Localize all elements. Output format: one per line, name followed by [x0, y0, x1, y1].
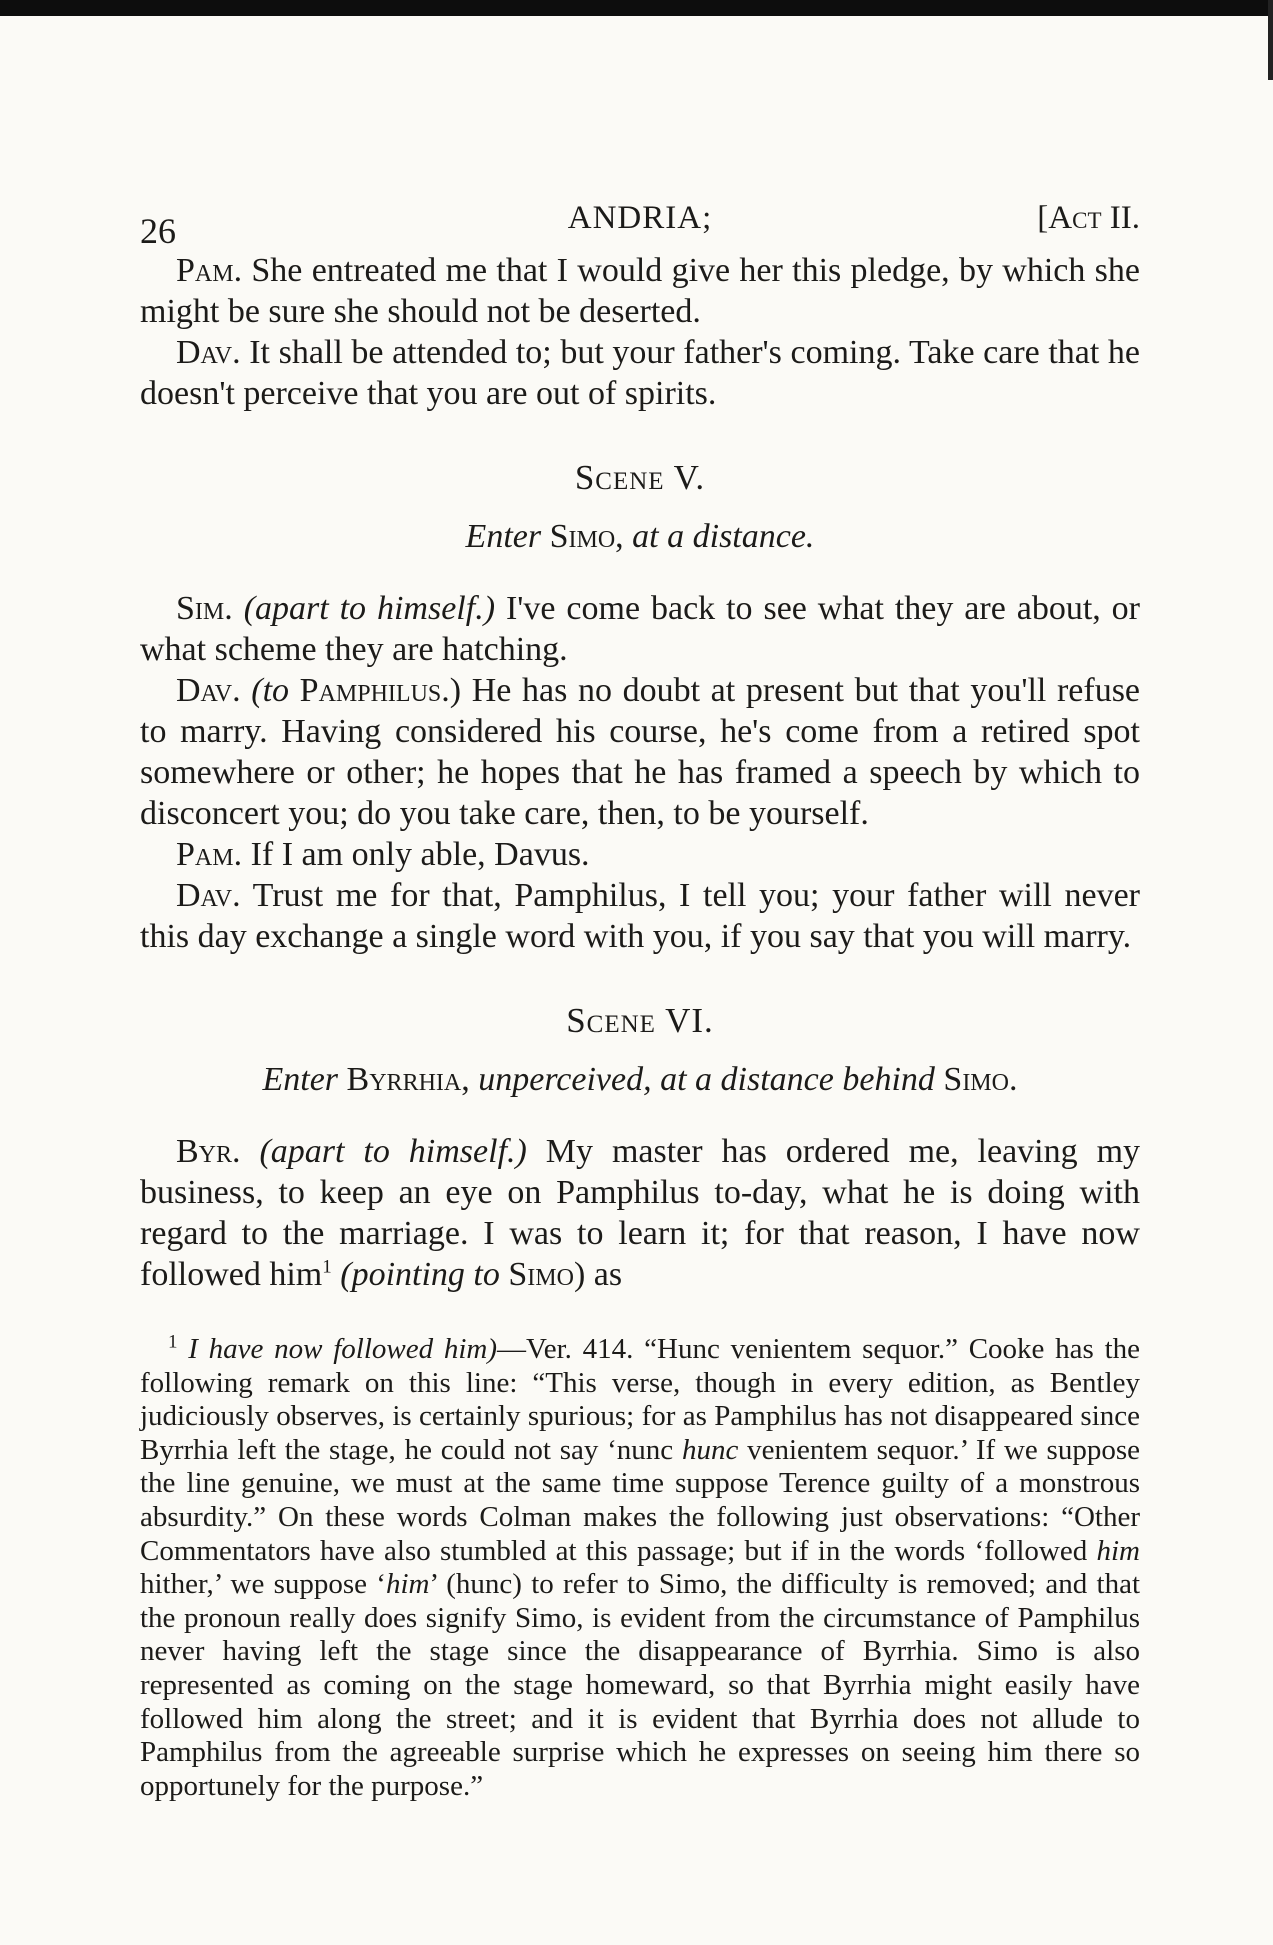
direction-character: Simo, [541, 518, 633, 555]
speech-text: If I am only able, Davus. [242, 836, 590, 873]
speech-text: She entreated me that I would give her this pledge, by which she might be sure she should not be deserted. [140, 252, 1140, 330]
direction-enter: Enter [262, 1061, 339, 1098]
page-title: ANDRIA; [567, 200, 713, 236]
footnote-label: I have now followed him) [177, 1333, 498, 1365]
footnotes [140, 1333, 1140, 1803]
aside-direction: (apart to himself.) [259, 1133, 527, 1170]
book-page [140, 200, 1140, 1803]
stage-direction-6 [140, 1061, 1140, 1099]
scan-right-edge [1268, 0, 1273, 80]
speaker-label: Sim. [176, 590, 233, 627]
speech-dav-2 [140, 670, 1140, 834]
scene-heading-6: Scene VI. [566, 1001, 714, 1040]
speech-text: He has no doubt at present but that you'll refuse to marry. Having considered his course, he's come from a retired spot somewhere or other; he hopes that he has framed a speech by which to disconcert you; do you take care, then, to be yourself. [140, 672, 1141, 832]
speech-byr-1 [140, 1131, 1140, 1295]
footnote-emphasis-2: him [1096, 1534, 1140, 1567]
footnote-emphasis: hunc [681, 1433, 739, 1466]
direction-text: unperceived, at a distance behind [478, 1061, 935, 1098]
footnote-text-2: venientem sequor.’ If we suppose the line genuine, we must at the same time suppose Terence guilty of a monstrous absurdity.” On these words Colman makes the following just observations: “Other Commentators have also stumbled at this passage; but if in the words ‘followed [140, 1433, 1140, 1567]
aside-close: ) [449, 672, 462, 709]
speech-pam-2 [140, 834, 1140, 875]
direction-enter: Enter [465, 518, 542, 555]
footnote-text-4: ’ (hunc) to refer to Simo, the difficulty is removed; and that the pronoun really does signify Simo, is evident from the circumstance of Pamphilus never having left the stage since the disappearance of Byrrhia. Simo is also represented as coming on the stage homeward, so that Byrrhia might easily have followed him along the street; and it is evident that Byrrhia does not allude to Pamphilus from the agreeable surprise which he expresses on seeing him there so opportunely for the purpose.” [140, 1568, 1140, 1802]
speaker-label: Byr. [176, 1133, 241, 1170]
speech-text: My master has ordered me, leaving my business, to keep an eye on Pamphilus to-day, what he is doing with regard to the marriage. I was to learn it; for that reason, I have now followed him [140, 1133, 1141, 1293]
direction-character-2: Simo. [934, 1061, 1018, 1098]
footnote-emphasis-3: him [385, 1568, 430, 1601]
running-head [140, 200, 1140, 250]
speech-dav-1 [140, 332, 1140, 414]
stage-direction-5 [140, 518, 1140, 556]
speaker-label: Dav. [176, 334, 241, 371]
aside-direction: (apart to himself.) [243, 590, 496, 627]
footnote-marker: 1 [322, 1256, 332, 1278]
speech-text: Trust me for that, Pamphilus, I tell you; your father will never this day exchange a single word with you, if you say that you will marry. [140, 877, 1140, 955]
act-label: [Act II. [1037, 200, 1140, 236]
speaker-label: Pam. [176, 252, 243, 289]
speech-sim-1 [140, 588, 1140, 670]
speaker-label: Dav. [176, 877, 241, 914]
footnote-text-3: hither,’ we suppose ‘ [140, 1568, 386, 1601]
scene-heading-5: Scene V. [574, 458, 706, 497]
speech-text: I've come back to see what they are about, or what scheme they are hatching. [140, 590, 1141, 668]
footnote-1 [140, 1333, 1140, 1803]
scan-top-edge [0, 0, 1273, 16]
speech-pam-1 [140, 250, 1140, 332]
aside-direction: (to [251, 672, 290, 709]
speech-text-end: ) as [573, 1256, 623, 1293]
aside-character: Simo [499, 1256, 574, 1293]
speaker-label: Dav. [176, 672, 241, 709]
aside-direction-2: (pointing to [331, 1256, 500, 1293]
page-number: 26 [140, 211, 176, 251]
speech-dav-3 [140, 875, 1140, 957]
direction-text: at a distance. [632, 518, 815, 555]
footnote-text: —Ver. 414. “Hunc venientem sequor.” Cooke has the following remark on this line: “This verse, though in every edition, as Bentley judiciously observes, is certainly spurious; for as Pamphilus has not disappeared since Byrrhia left the stage, he could not say ‘nunc [140, 1333, 1140, 1466]
speech-text: It shall be attended to; but your father's coming. Take care that he doesn't perceive that you are out of spirits. [140, 334, 1140, 412]
speaker-label: Pam. [176, 836, 243, 873]
aside-character: Pamphilus. [289, 672, 450, 709]
direction-character: Byrrhia, [338, 1061, 479, 1098]
footnote-number: 1 [168, 1331, 178, 1353]
